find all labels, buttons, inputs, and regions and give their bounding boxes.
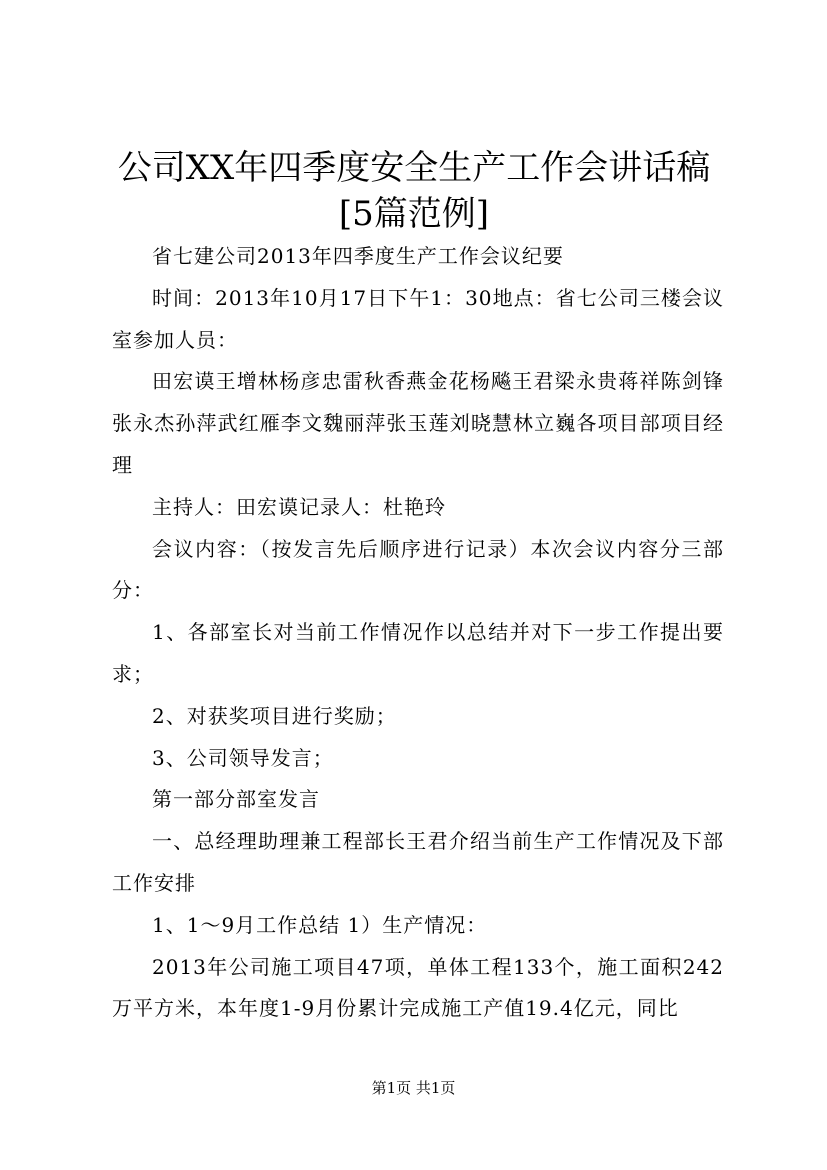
- document-title: 公司XX年四季度安全生产工作会讲话稿[5篇范例]: [117, 148, 711, 234]
- paragraph: 3、公司领导发言；: [152, 745, 334, 770]
- page-footer: 第1页 共1页: [371, 1079, 456, 1097]
- paragraph: 2、对获奖项目进行奖励；: [152, 703, 397, 728]
- paragraph: 时间：2013年10月17日下午1：30地点：省七公司三楼会议室参加人员：: [112, 285, 724, 352]
- paragraph: 第一部分部室发言: [152, 787, 320, 812]
- paragraph: 会议内容：（按发言先后顺序进行记录）本次会议内容分三部分：: [112, 536, 724, 603]
- document-body: [112, 236, 724, 1030]
- paragraph: 1、1～9月工作总结 1）生产情况：: [152, 912, 488, 937]
- paragraph: 2013年公司施工项目47项，单体工程133个，施工面积242万平方米，本年度1-9月份累计完成施工产值19.4亿元，同比: [112, 954, 724, 1021]
- paragraph: 省七建公司2013年四季度生产工作会议纪要: [152, 244, 564, 268]
- paragraph: 田宏谟王增林杨彦忠雷秋香燕金花杨飚王君梁永贵蒋祥陈剑锋张永杰孙萍武红雁李文魏丽萍张玉莲刘晓慧林立巍各项目部项目经理: [112, 369, 724, 477]
- paragraph: 一、总经理助理兼工程部长王君介绍当前生产工作情况及下部工作安排: [112, 829, 724, 895]
- paragraph: 主持人：田宏谟记录人：杜艳玲: [152, 494, 446, 519]
- paragraph: 1、各部室长对当前工作情况作以总结并对下一步工作提出要求；: [112, 620, 724, 686]
